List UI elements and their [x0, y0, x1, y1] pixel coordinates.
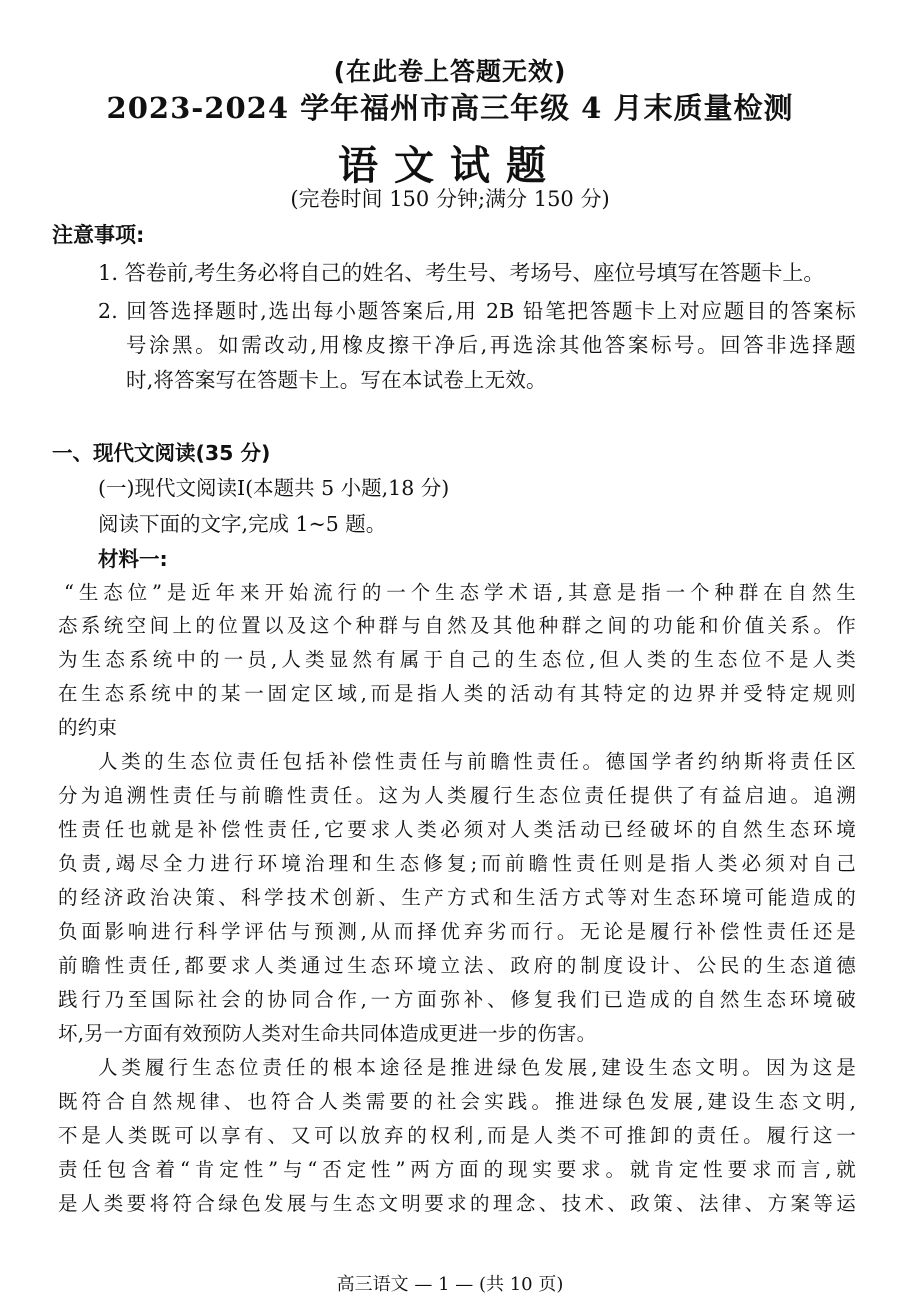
passage-line: 是人类要将符合绿色发展与生态文明要求的理念、技术、政策、法律、方案等运 — [58, 1192, 856, 1215]
exam-name: 2023-2024 学年福州市高三年级 4 月末质量检测 — [106, 91, 794, 125]
section-title: 一、现代文阅读(35 分) — [52, 441, 271, 465]
instruction-item-1: 1. 答卷前,考生务必将自己的姓名、考生号、考场号、座位号填写在答题卡上。 — [98, 261, 825, 285]
passage-line: 的约束 — [58, 716, 118, 739]
time-info: (完卷时间 150 分钟;满分 150 分) — [290, 187, 610, 211]
passage-line: 在生态系统中的某一固定区域,而是指人类的活动有其特定的边界并受特定规则 — [58, 682, 856, 705]
passage-line: 人类的生态位责任包括补偿性责任与前瞻性责任。德国学者约纳斯将责任区 — [98, 750, 856, 773]
passage-line: 既符合自然规律、也符合人类需要的社会实践。推进绿色发展,建设生态文明, — [58, 1090, 856, 1113]
invalid-notice: (在此卷上答题无效) — [333, 57, 567, 86]
instruction-item-2-line: 时,将答案写在答题卡上。写在本试卷上无效。 — [126, 368, 547, 392]
passage-line: 践行乃至国际社会的协同合作,一方面弥补、修复我们已造成的自然生态环境破 — [58, 988, 856, 1011]
passage-line: 性责任也就是补偿性责任,它要求人类必须对人类活动已经破坏的自然生态环境 — [58, 818, 856, 841]
instructions-title: 注意事项: — [52, 223, 145, 247]
passage-line: 责任包含着“肯定性”与“否定性”两方面的现实要求。就肯定性要求而言,就 — [58, 1158, 856, 1181]
instruction-item-2-line: 2. 回答选择题时,选出每小题答案后,用 2B 铅笔把答题卡上对应题目的答案标 — [98, 299, 856, 323]
passage-line: 的经济政治决策、科学技术创新、生产方式和生活方式等对生态环境可能造成的 — [58, 886, 856, 909]
passage-line: 坏,另一方面有效预防人类对生命共同体造成更进一步的伤害。 — [58, 1022, 597, 1045]
passage-line: 负面影响进行科学评估与预测,从而择优弃劣而行。无论是履行补偿性责任还是 — [58, 920, 856, 943]
passage-line: 分为追溯性责任与前瞻性责任。这为人类履行生态位责任提供了有益启迪。追溯 — [58, 784, 856, 807]
passage-line: 人类履行生态位责任的根本途径是推进绿色发展,建设生态文明。因为这是 — [98, 1056, 856, 1079]
material-label: 材料一: — [98, 547, 168, 571]
reading-direction: 阅读下面的文字,完成 1~5 题。 — [98, 512, 387, 536]
subsection-title: (一)现代文阅读Ⅰ(本题共 5 小题,18 分) — [98, 476, 450, 500]
instruction-item-2-line: 号涂黑。如需改动,用橡皮擦干净后,再选涂其他答案标号。回答非选择题 — [126, 333, 856, 357]
passage-line: 不是人类既可以享有、又可以放弃的权利,而是人类不可推卸的责任。履行这一 — [58, 1124, 856, 1147]
page-footer: 高三语文 — 1 — (共 10 页) — [336, 1274, 564, 1295]
passage-line: “生态位”是近年来开始流行的一个生态学术语,其意是指一个种群在自然生 — [64, 581, 856, 604]
passage-line: 前瞻性责任,都要求人类通过生态环境立法、政府的制度设计、公民的生态道德 — [58, 954, 856, 977]
passage-line: 负责,竭尽全力进行环境治理和生态修复;而前瞻性责任则是指人类必须对自己 — [58, 852, 856, 875]
passage-line: 态系统空间上的位置以及这个种群与自然及其他种群之间的功能和价值关系。作 — [58, 614, 856, 637]
subject-title: 语文试题 — [338, 142, 562, 189]
passage-line: 为生态系统中的一员,人类显然有属于自己的生态位,但人类的生态位不是人类 — [58, 648, 856, 671]
